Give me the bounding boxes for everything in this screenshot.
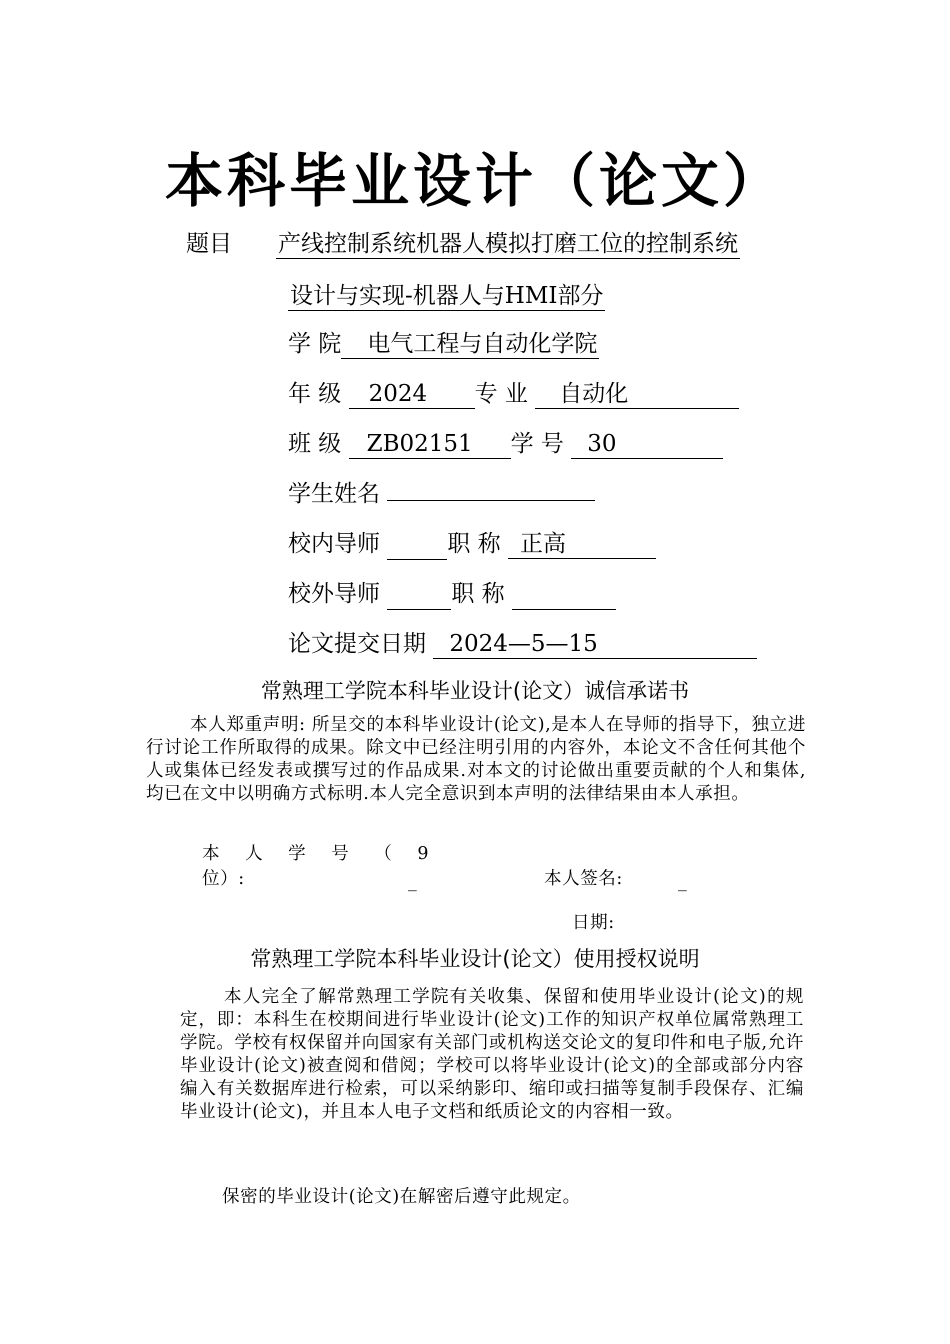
- grade-label: 年 级: [288, 381, 342, 407]
- grade-value: 2024: [349, 380, 475, 409]
- major-value: 自动化: [535, 380, 739, 409]
- student-no-value: 30: [571, 430, 723, 459]
- signature-label: 本人签名:: [544, 869, 623, 889]
- class-label: 班 级: [288, 431, 342, 457]
- inner-tutor-blank: [387, 533, 447, 560]
- class-value: ZB02151: [349, 430, 511, 459]
- outer-tutor-row: [288, 578, 616, 610]
- topic-value-1: 产线控制系统机器人模拟打磨工位的控制系统: [278, 231, 738, 257]
- topic-line-1: [276, 228, 740, 260]
- student-name-row: [288, 478, 595, 510]
- topic-label: 题目: [186, 231, 232, 257]
- submit-date-value: 2024—5—15: [433, 630, 757, 659]
- major-label: 专 业: [474, 381, 528, 407]
- authorization-title: 常熟理工学院本科毕业设计(论文）使用授权说明: [250, 947, 700, 971]
- outer-tutor-blank: [387, 583, 451, 610]
- date-label: 日期:: [572, 913, 615, 933]
- inner-title-value: 正高: [508, 530, 656, 559]
- topic-value-2: 设计与实现-机器人与HMI部分: [290, 283, 604, 309]
- outer-title-blank: [512, 583, 616, 610]
- student-name-value: [387, 500, 595, 501]
- inner-tutor-label: 校内导师: [288, 531, 380, 557]
- signature-underscore: _: [678, 872, 688, 892]
- inner-title-label: 职 称: [447, 531, 501, 557]
- class-row: [288, 428, 723, 460]
- grade-row: [288, 378, 739, 410]
- authorization-body-2: 保密的毕业设计(论文)在解密后遵守此规定。: [222, 1187, 581, 1207]
- student-id-label-2: 位）:: [202, 869, 245, 889]
- integrity-title: 常熟理工学院本科毕业设计(论文）诚信承诺书: [260, 679, 690, 703]
- page-title: 本科毕业设计（论文）: [164, 147, 785, 215]
- submit-date-row: [288, 628, 757, 660]
- outer-title-label: 职 称: [451, 581, 505, 607]
- student-id-label-1: 本 人 学 号 （ 9: [202, 844, 439, 864]
- submit-date-label: 论文提交日期: [288, 631, 426, 657]
- college-value: 电气工程与自动化学院: [341, 330, 599, 359]
- college-row: [288, 328, 599, 360]
- college-label: 学 院: [288, 331, 342, 357]
- student-no-label: 学 号: [510, 431, 564, 457]
- inner-tutor-row: [288, 528, 656, 560]
- outer-tutor-label: 校外导师: [288, 581, 380, 607]
- integrity-body: 本人郑重声明: 所呈交的本科毕业设计(论文),是本人在导师的指导下，独立进行讨论工作所取得的成果。除文中已经注明引用的内容外，本论文不含任何其他个人或集体已经发表或撰写过的作品成果.对本文的讨论做出重要贡献的个人和集体,均已在文中以明确方式标明.本人完全意识到本声明的法律结果由本人承担。: [146, 715, 806, 804]
- topic-line-2: [288, 280, 605, 312]
- student-name-label: 学生姓名: [288, 481, 380, 507]
- authorization-body: 本人完全了解常熟理工学院有关收集、保留和使用毕业设计(论文)的规定，即：本科生在校期间进行毕业设计(论文)工作的知识产权单位属常熟理工学院。学校有权保留并向国家有关部门或机构送交论文的复印件和电子版,允许毕业设计(论文)被查阅和借阅；学校可以将毕业设计(论文)的全部或部分内容编入有关数据库进行检索，可以采纳影印、缩印或扫描等复制手段保存、汇编毕业设计(论文)，并且本人电子文档和纸质论文的内容相一致。: [180, 987, 804, 1122]
- student-id-underscore: _: [408, 872, 418, 892]
